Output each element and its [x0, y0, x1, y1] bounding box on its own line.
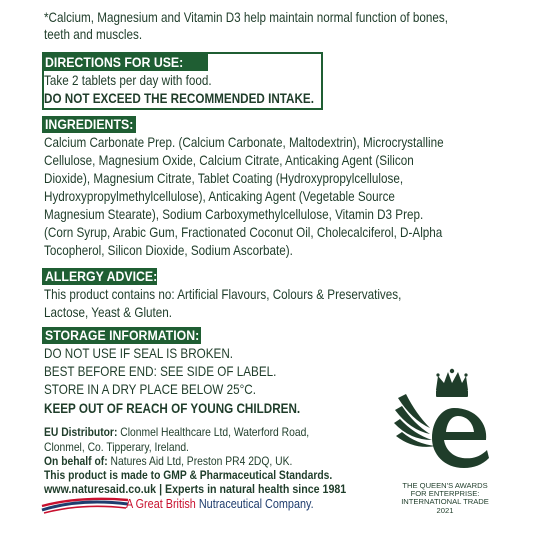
award-line-2: FOR ENTERPRISE: — [410, 489, 480, 498]
ingredients-line-6: (Corn Syrup, Arabic Gum, Fractionated Coconut Oil, Cholecalciferol, D-Alpha — [44, 225, 443, 240]
award-year: 2021 — [436, 506, 454, 515]
allergy-heading: ALLERGY ADVICE: — [42, 268, 157, 285]
ingredients-line-3: Dioxide), Magnesium Citrate, Tablet Coating (Hydroxypropylcellulose, — [44, 171, 404, 186]
directions-warning: DO NOT EXCEED THE RECOMMENDED INTAKE. — [44, 91, 314, 106]
allergy-line-2: Lactose, Yeast & Gluten. — [44, 305, 173, 320]
storage-heading: STORAGE INFORMATION: — [42, 327, 201, 344]
gmp-statement: This product is made to GMP & Pharmaceutical Standards. — [44, 468, 333, 482]
ingredients-heading: INGREDIENTS: — [42, 116, 136, 133]
claim-line-1: *Calcium, Magnesium and Vitamin D3 help maintain normal function of bones, — [44, 10, 448, 25]
company-tagline — [126, 497, 344, 511]
award-line-3: INTERNATIONAL TRADE — [401, 497, 489, 506]
on-behalf-of — [44, 454, 333, 469]
union-swoosh-icon — [40, 496, 130, 516]
on-behalf-text: Natures Aid Ltd, Preston PR4 2DQ, UK. — [110, 454, 293, 468]
ingredients-line-2: Cellulose, Magnesium Oxide, Calcium Citrate, Anticaking Agent (Silicon — [44, 153, 414, 168]
eu-distributor-address: Clonmel, Co. Tipperary, Ireland. — [44, 440, 189, 454]
on-behalf-label: On behalf of: — [44, 454, 108, 468]
website-link[interactable]: www.naturesaid.co.uk | Experts in natural health since 1981 — [44, 482, 347, 496]
ingredients-line-4: Hydroxypropylmethylcellulose), Anticaking Agent (Vegetable Source — [44, 189, 395, 204]
tagline-red: A Great British — [126, 497, 199, 511]
ingredients-line-1: Calcium Carbonate Prep. (Calcium Carbonate, Maltodextrin), Microcrystalline — [44, 135, 444, 150]
claim-line-2: teeth and muscles. — [44, 27, 143, 42]
storage-warning: KEEP OUT OF REACH OF YOUNG CHILDREN. — [44, 401, 301, 416]
ingredients-line-5: Magnesium Stearate), Sodium Carboxymethylcellulose, Vitamin D3 Prep. — [44, 207, 424, 222]
directions-line-1: Take 2 tablets per day with food. — [44, 73, 212, 88]
ingredients-line-7: Tocopherol, Silicon Dioxide, Sodium Ascorbate). — [44, 243, 293, 258]
queens-award-emblem-icon — [392, 368, 502, 478]
storage-line-3: STORE IN A DRY PLACE BELOW 25°C. — [44, 382, 256, 397]
storage-line-2: BEST BEFORE END: SEE SIDE OF LABEL. — [44, 364, 277, 379]
eu-distributor — [44, 425, 352, 440]
tagline-navy: Nutraceutical Company. — [198, 497, 314, 511]
allergy-line-1: This product contains no: Artificial Flavours, Colours & Preservatives, — [44, 287, 402, 302]
storage-line-1: DO NOT USE IF SEAL IS BROKEN. — [44, 346, 234, 361]
directions-heading: DIRECTIONS FOR USE: — [42, 54, 208, 71]
award-line-1: THE QUEEN'S AWARDS — [402, 481, 488, 490]
eu-distributor-label: EU Distributor: — [44, 425, 118, 439]
eu-distributor-text: Clonmel Healthcare Ltd, Waterford Road, — [120, 425, 310, 439]
